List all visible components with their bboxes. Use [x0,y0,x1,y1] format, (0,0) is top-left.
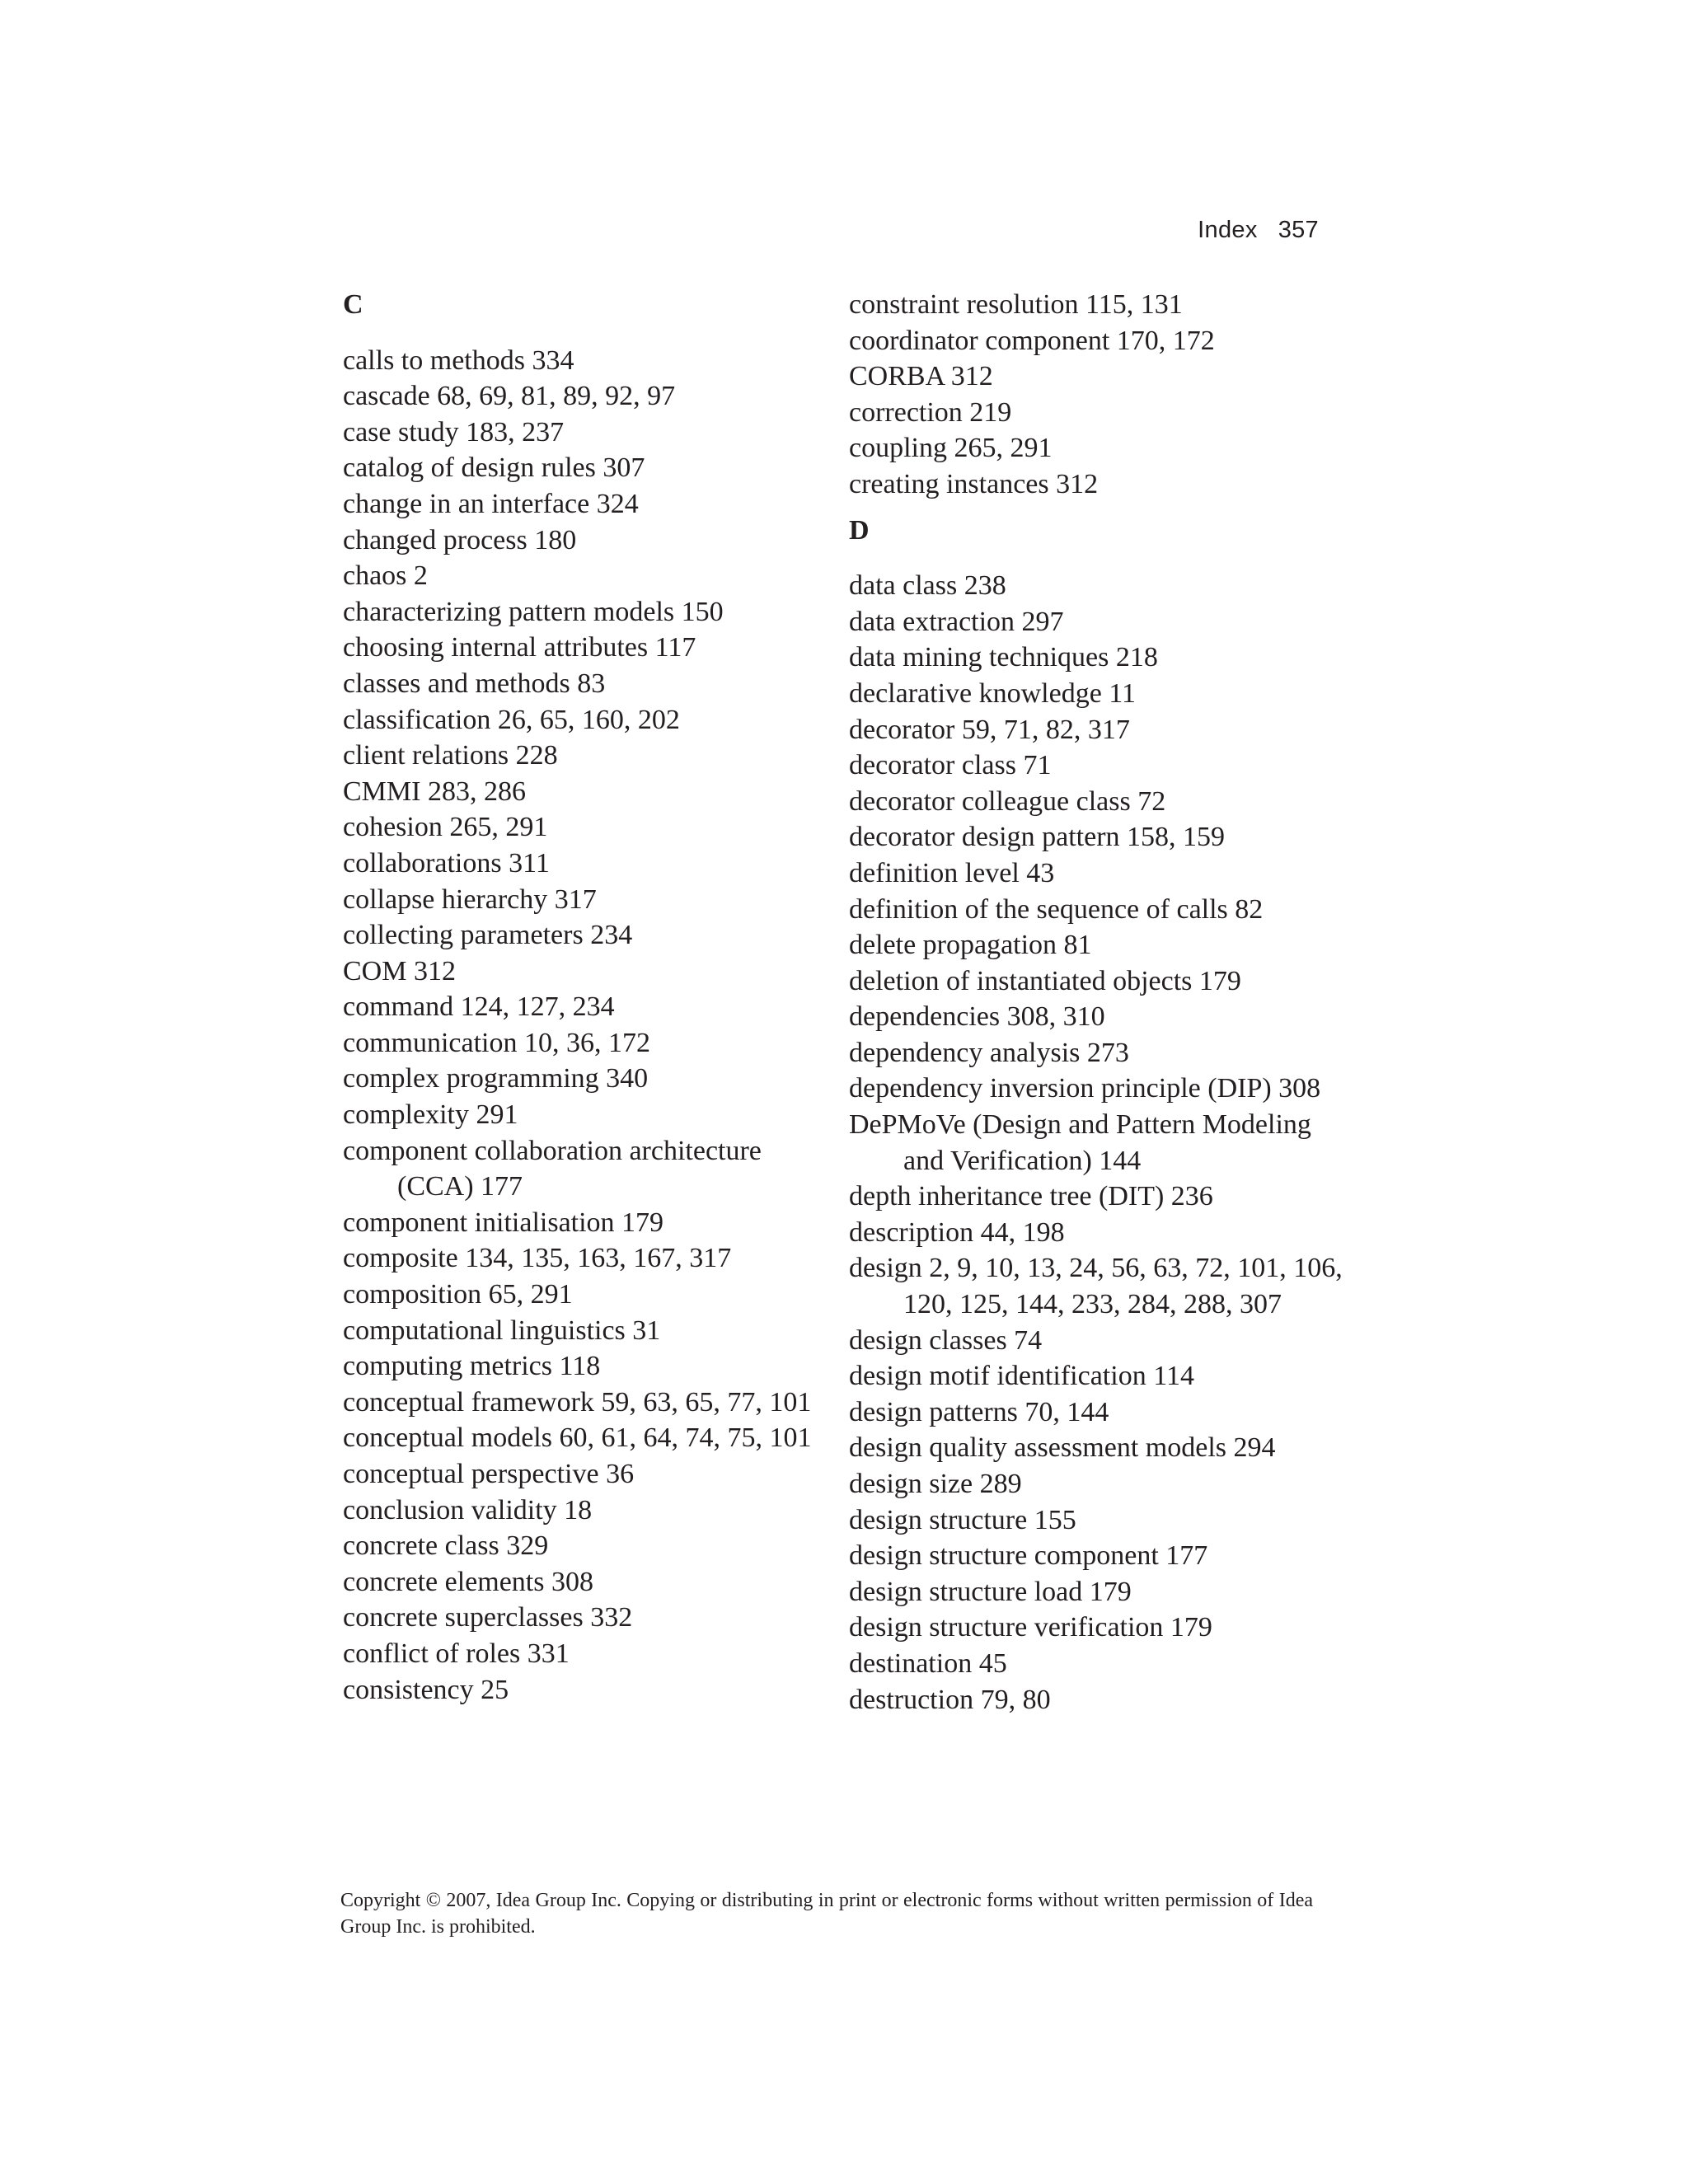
index-entry: computing metrics 118 [343,1351,601,1382]
index-entry: data extraction 297 [849,606,1064,637]
index-entry-list-c-continued [849,287,1343,503]
index-entry: design structure component 177 [849,1540,1208,1572]
index-entry: chaos 2 [343,560,428,592]
index-entry: changed process 180 [343,524,577,555]
section-letter-c: C [343,289,363,320]
index-entry-list-d [849,568,1343,1718]
index-entry: collapse hierarchy 317 [343,883,597,915]
index-entry: creating instances 312 [849,468,1099,499]
index-entry: CORBA 312 [849,361,993,392]
index-entry: conflict of roles 331 [343,1638,570,1669]
index-column-left [343,287,829,1708]
index-entry: data class 238 [849,570,1006,602]
index-entry: DePMoVe (Design and Pattern Modeling and Verification) 144 [849,1109,1311,1176]
index-entry: consistency 25 [343,1674,509,1705]
index-entry: correction 219 [849,396,1012,428]
index-entry: choosing internal attributes 117 [343,632,696,663]
index-entry: command 124, 127, 234 [343,991,615,1023]
index-entry: design classes 74 [849,1324,1043,1356]
index-entry: definition level 43 [849,857,1055,888]
index-entry: calls to methods 334 [343,344,574,376]
index-entry: complexity 291 [343,1099,518,1131]
index-entry: design size 289 [849,1469,1022,1499]
running-head [1198,217,1319,244]
index-entry: conceptual models 60, 61, 64, 74, 75, 101 [343,1422,812,1454]
index-entry: cascade 68, 69, 81, 89, 92, 97 [343,381,676,412]
index-entry-list-c [343,343,829,1708]
index-entry: declarative knowledge 11 [849,677,1137,709]
index-entry: design structure verification 179 [849,1612,1212,1643]
index-entry: dependency analysis 273 [849,1037,1129,1068]
index-entry: design motif identification 114 [849,1361,1194,1392]
index-entry: composite 134, 135, 163, 167, 317 [343,1243,732,1274]
index-entry: classes and methods 83 [343,668,606,699]
index-entry: delete propagation 81 [849,930,1092,961]
index-entry: design quality assessment models 294 [849,1432,1276,1464]
index-entry: design structure 155 [849,1504,1076,1535]
index-entry: decorator 59, 71, 82, 317 [849,714,1130,745]
index-entry: collecting parameters 234 [343,920,633,951]
index-entry: component collaboration architecture (CCA) 177 [343,1135,762,1202]
index-entry: coupling 265, 291 [849,433,1053,464]
index-entry: conceptual framework 59, 63, 65, 77, 101 [343,1386,812,1418]
index-entry: constraint resolution 115, 131 [849,289,1183,320]
index-entry: destruction 79, 80 [849,1684,1051,1715]
index-entry: concrete superclasses 332 [343,1602,633,1633]
index-entry: client relations 228 [343,740,558,771]
index-entry: cohesion 265, 291 [343,812,548,843]
index-entry: collaborations 311 [343,847,550,879]
index-entry: coordinator component 170, 172 [849,325,1215,356]
copyright-footer: Copyright © 2007, Idea Group Inc. Copying or distributing in print or electronic forms without written permission of Idea Group Inc. is prohibited. [340,1890,1313,1938]
index-entry: decorator colleague class 72 [849,785,1166,817]
index-entry: catalog of design rules 307 [343,452,645,484]
index-entry: case study 183, 237 [343,416,565,448]
index-entry: classification 26, 65, 160, 202 [343,704,680,735]
index-entry: change in an interface 324 [343,488,639,519]
index-entry: definition of the sequence of calls 82 [849,893,1264,925]
index-entry: conclusion validity 18 [343,1494,593,1526]
page-number: 357 [1278,217,1319,243]
index-entry: conceptual perspective 36 [343,1459,635,1489]
index-entry: decorator class 71 [849,750,1052,781]
index-entry: communication 10, 36, 172 [343,1027,651,1058]
index-entry: dependency inversion principle (DIP) 308 [849,1073,1321,1104]
index-entry: computational linguistics 31 [343,1315,661,1346]
index-entry: destination 45 [849,1647,1007,1679]
index-entry: design structure load 179 [849,1576,1132,1607]
index-column-right [849,287,1343,1718]
running-head-label: Index [1198,217,1258,243]
index-entry: design 2, 9, 10, 13, 24, 56, 63, 72, 101, 106, 120, 125, 144, 233, 284, 288, 307 [849,1253,1343,1320]
index-entry: dependencies 308, 310 [849,1001,1105,1033]
index-entry: characterizing pattern models 150 [343,596,724,627]
index-entry: data mining techniques 218 [849,642,1158,673]
index-entry: component initialisation 179 [343,1207,664,1238]
index-entry: concrete class 329 [343,1530,549,1562]
index-entry: composition 65, 291 [343,1279,573,1310]
index-entry: deletion of instantiated objects 179 [849,965,1241,996]
index-entry: depth inheritance tree (DIT) 236 [849,1181,1213,1212]
index-entry: concrete elements 308 [343,1566,593,1597]
index-entry: design patterns 70, 144 [849,1396,1109,1427]
index-entry: description 44, 198 [849,1216,1065,1248]
index-entry: decorator design pattern 158, 159 [849,822,1226,853]
index-entry: CMMI 283, 286 [343,776,526,807]
index-entry: COM 312 [343,955,456,987]
index-entry: complex programming 340 [343,1063,649,1094]
section-letter-d: D [849,514,870,546]
